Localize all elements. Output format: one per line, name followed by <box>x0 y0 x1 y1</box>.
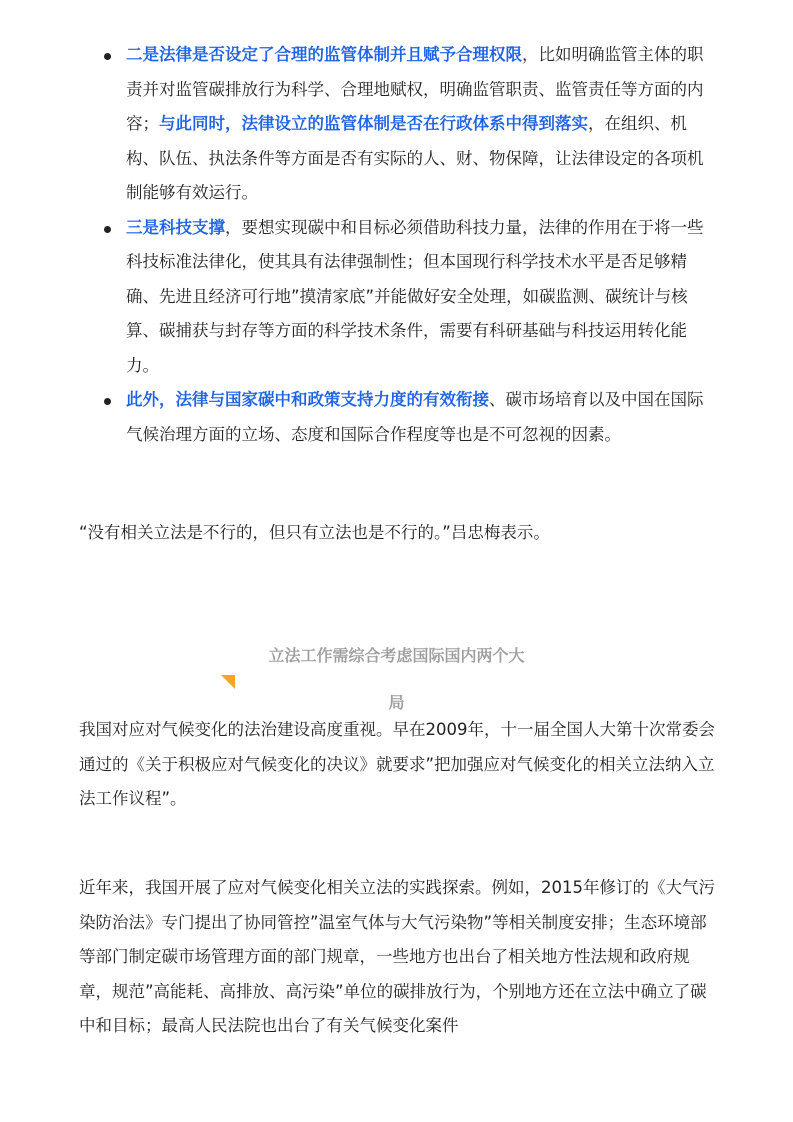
body-text: ，比如明确监管主体的职责并对监管碳排放行为科学、合理地赋权，明确监管职责、监管责任等方面的内容； <box>126 45 704 133</box>
bullet-dot <box>104 226 111 233</box>
quote-paragraph: “没有相关立法是不行的，但只有立法也是不行的。”吕忠梅表示。 <box>79 523 550 542</box>
body-text: ，在组织、机构、队伍、执法条件等方面是否有实际的人、财、物保障，让法律设定的各项机制能够有效运行。 <box>126 114 704 202</box>
corner-accent-icon <box>221 675 235 689</box>
body-text: 、碳市场培育以及中国在国际气候治理方面的立场、态度和国际合作程度等也是不可忽视的因素。 <box>126 390 704 444</box>
paragraph-2: 近年来，我国开展了应对气候变化相关立法的实践探索。例如，2015年修订的《大气污染防治法》专门提出了协同管控”温室气体与大气污染物”等相关制度安排；生态环境部等部门制定碳市场管理方面的部门规章，一些地方也出台了相关地方性法规和政府规章，规范”高能耗、高排放、高污染”单位的碳排放行为，个别地方还在立法中确立了碳中和目标；最高人民法院也出台了有关气候变化案件 <box>79 878 715 1035</box>
section-heading-line1: 立法工作需综合考虑国际国内两个大 <box>268 646 525 665</box>
highlight-text: 二是法律是否设定了合理的监管体制并且赋予合理权限 <box>126 45 522 64</box>
paragraph-1: 我国对应对气候变化的法治建设高度重视。早在2009年，十一届全国人大第十次常委会通过的《关于积极应对气候变化的决议》就要求”把加强应对气候变化的相关立法纳入立法工作议程”。 <box>79 720 715 808</box>
highlight-text: 三是科技支撑 <box>126 217 225 237</box>
body-text: ，要想实现碳中和目标必须借助科技力量，法律的作用在于将一些科技标准法律化，使其具有法律强制性；但本国现行科学技术水平是否足够精确、先进且经济可行地”摸清家底”并能做好安全处理，如碳监测、碳统计与核算、碳捕获与封存等方面的科学技术条件，需要有科研基础与科技运用转化能力。 <box>126 217 704 375</box>
list-item <box>0 211 793 384</box>
section-heading-line2: 局 <box>388 693 405 712</box>
highlight-text: 与此同时，法律设立的监管体制是否在行政体系中得到落实 <box>159 114 588 133</box>
bullet-list <box>0 38 793 452</box>
bullet-dot <box>104 53 111 60</box>
bullet-dot <box>104 398 111 405</box>
list-item <box>0 38 793 211</box>
highlight-text: 此外，法律与国家碳中和政策支持力度的有效衔接 <box>126 390 489 409</box>
list-item <box>0 383 793 452</box>
